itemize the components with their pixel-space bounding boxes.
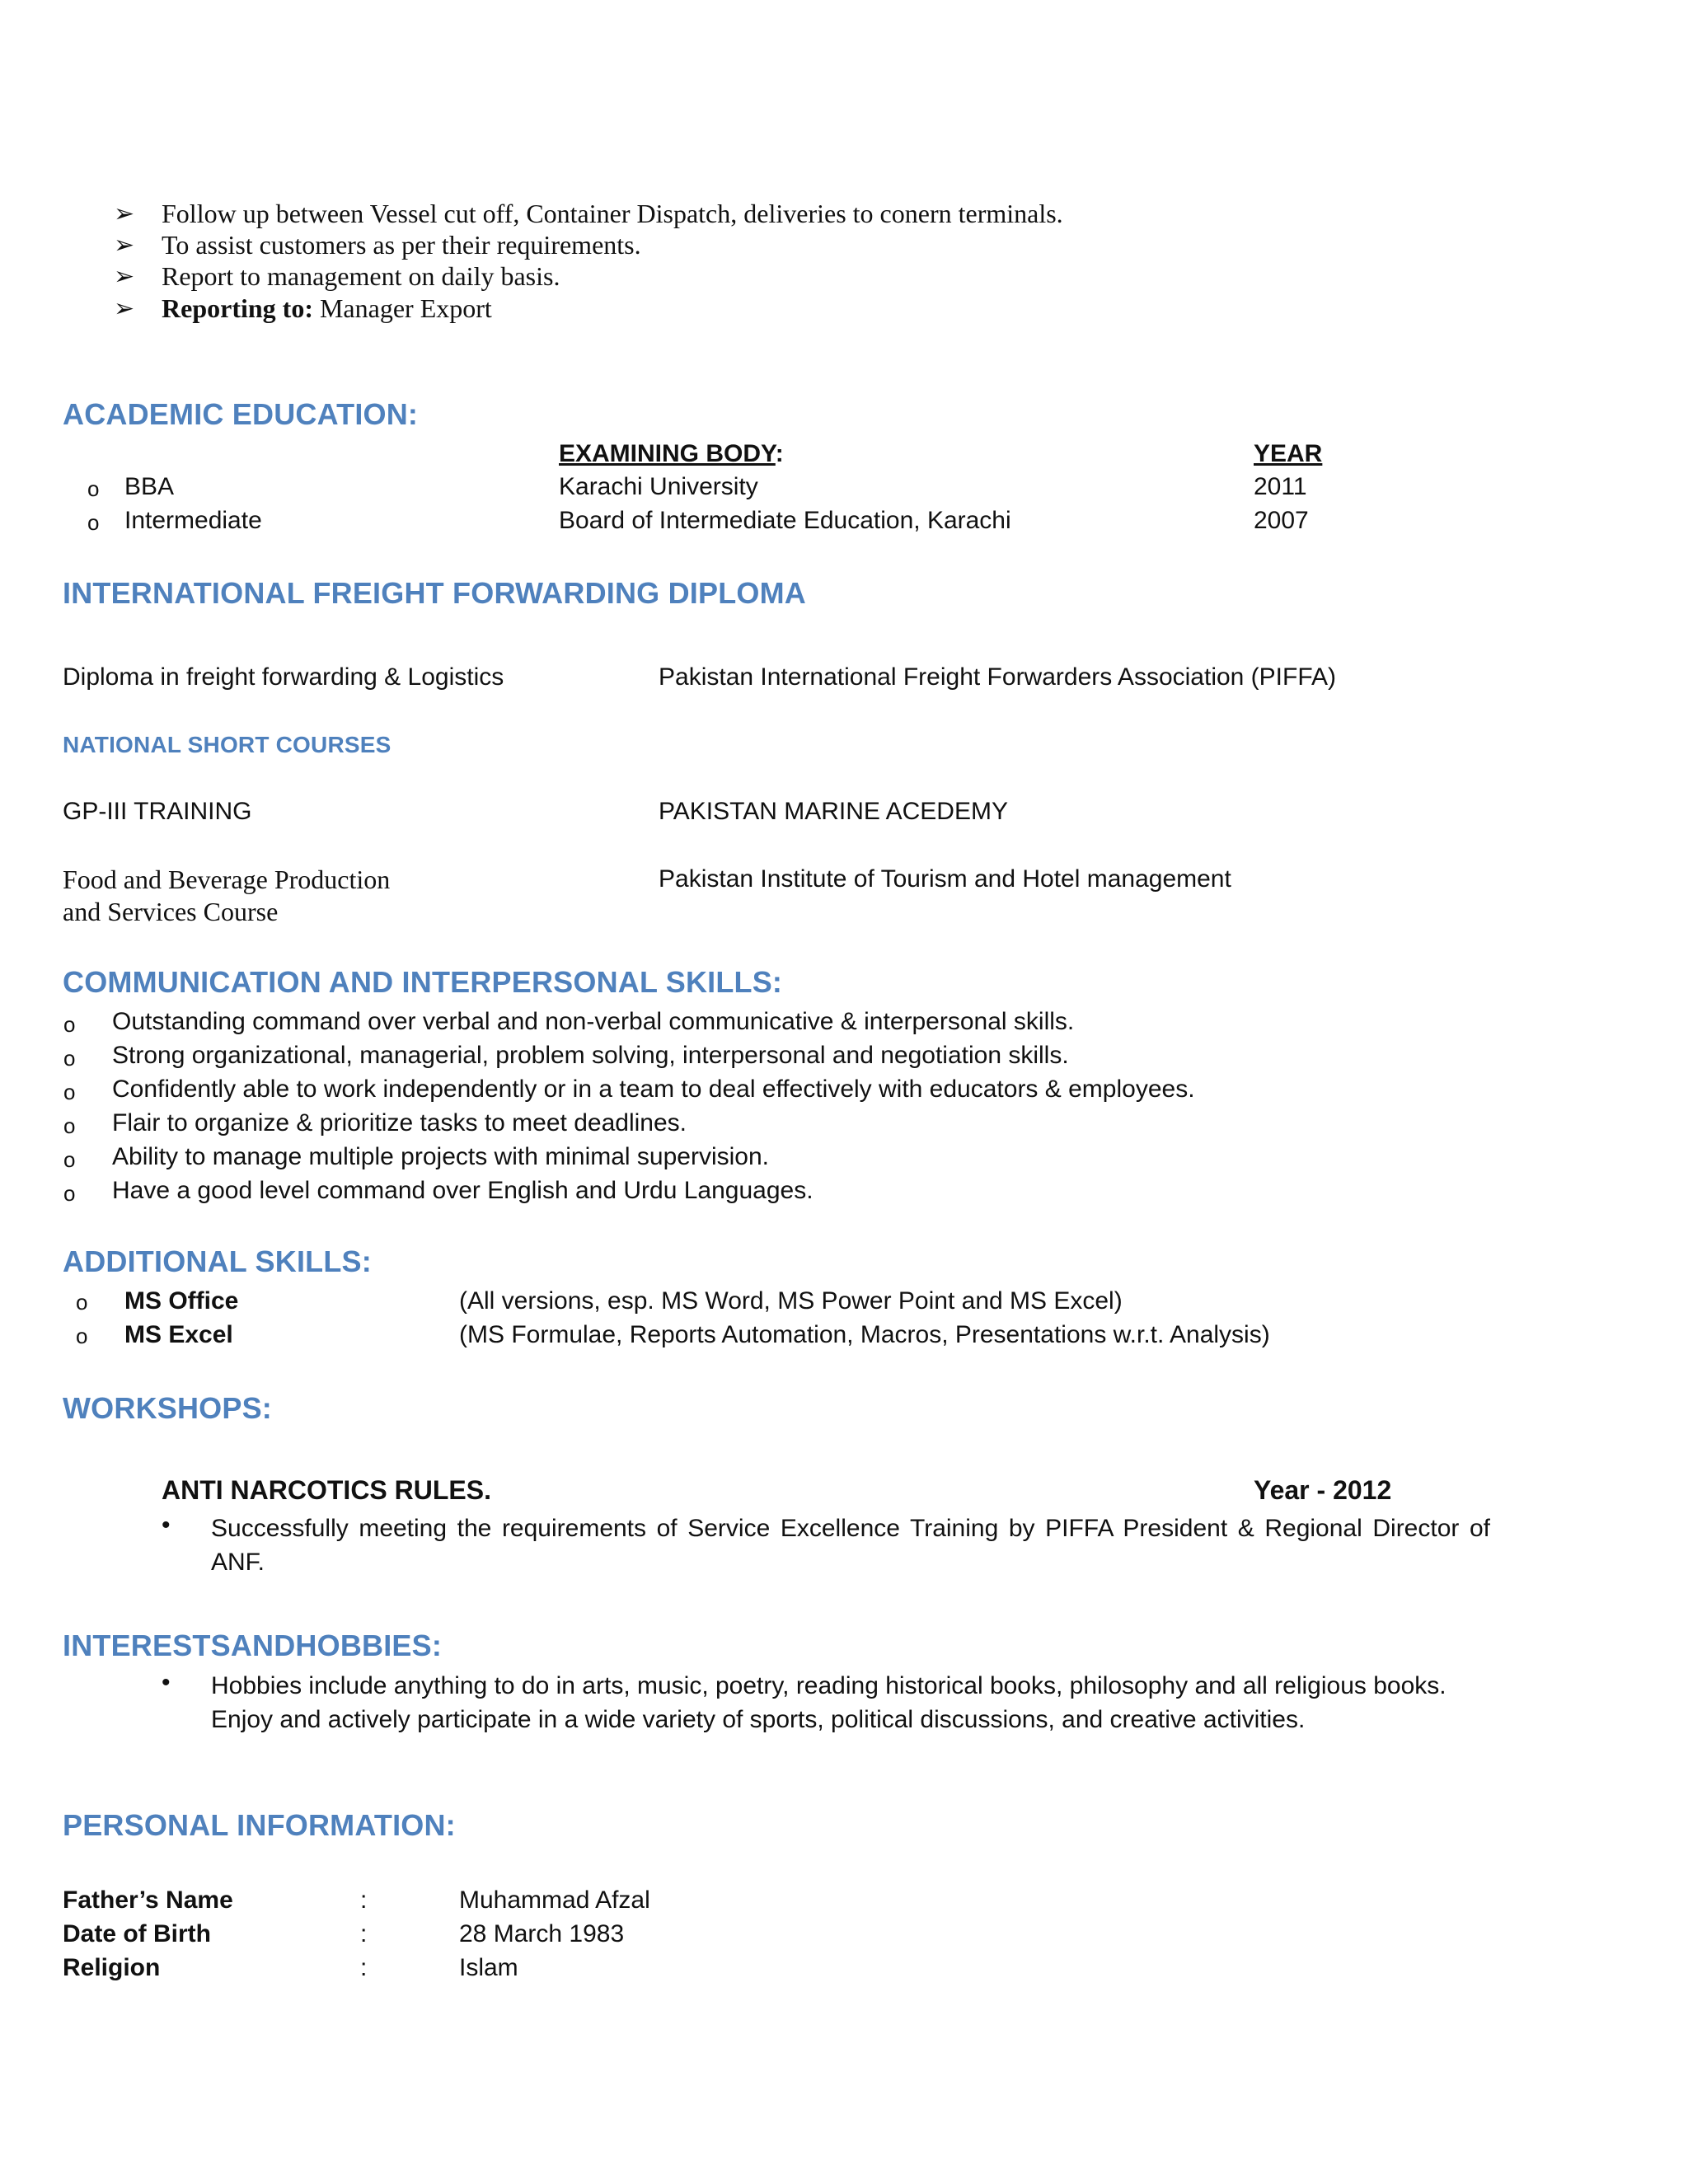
circle-bullet-icon: o: [76, 1324, 88, 1348]
diploma-name: Diploma in freight forwarding & Logistics: [63, 663, 504, 691]
circle-bullet-icon: o: [63, 1012, 76, 1037]
degree-year: 2007: [1254, 507, 1309, 534]
personal-label: Date of Birth: [63, 1920, 211, 1947]
course-name-continued: and Services Course: [63, 897, 279, 926]
skill-name: MS Office: [124, 1287, 239, 1315]
course-name: Food and Beverage Production: [63, 865, 391, 894]
dot-bullet-icon: •: [162, 1511, 171, 1539]
arrow-bullet-icon: ➢: [114, 200, 135, 227]
degree-name: BBA: [124, 473, 175, 500]
course-name: GP-III TRAINING: [63, 798, 252, 825]
workshop-year: Year - 2012: [1254, 1475, 1392, 1505]
arrow-bullet-icon: ➢: [114, 232, 135, 259]
diploma-institute: Pakistan International Freight Forwarders Association (PIFFA): [659, 663, 1337, 691]
examining-body: Karachi University: [559, 473, 758, 500]
workshops-heading: WORKSHOPS:: [63, 1391, 272, 1425]
academic-heading: ACADEMIC EDUCATION:: [63, 397, 419, 431]
list-item: Ability to manage multiple projects with minimal supervision.: [112, 1143, 769, 1170]
list-item: Outstanding command over verbal and non-verbal communicative & interpersonal skills.: [112, 1008, 1075, 1035]
circle-bullet-icon: o: [76, 1290, 88, 1315]
personal-label: Father’s Name: [63, 1886, 233, 1914]
dot-bullet-icon: •: [162, 1669, 171, 1696]
personal-value: 28 March 1983: [459, 1920, 625, 1947]
skill-name: MS Excel: [124, 1321, 233, 1348]
year-header: YEAR: [1254, 440, 1323, 467]
degree-name: Intermediate: [124, 507, 262, 534]
reporting-value: Manager Export: [312, 293, 492, 323]
list-item: Strong organizational, managerial, problem solving, interpersonal and negotiation skills.: [112, 1042, 1069, 1069]
personal-value: Muhammad Afzal: [459, 1886, 650, 1914]
degree-year: 2011: [1254, 473, 1307, 500]
circle-bullet-icon: o: [63, 1181, 76, 1206]
examining-body-header: EXAMINING BODY:: [559, 440, 784, 467]
diploma-heading: INTERNATIONAL FREIGHT FORWARDING DIPLOMA: [63, 576, 806, 610]
skill-detail: (MS Formulae, Reports Automation, Macros, Presentations w.r.t. Analysis): [459, 1321, 1270, 1348]
arrow-bullet-icon: ➢: [114, 263, 135, 290]
list-item: Confidently able to work independently or in a team to deal effectively with educators & employees.: [112, 1076, 1195, 1103]
reporting-label: Reporting to:: [162, 293, 313, 323]
duty-item: Follow up between Vessel cut off, Container Dispatch, deliveries to conern terminals.: [162, 199, 1063, 228]
interests-description: Hobbies include anything to do in arts, music, poetry, reading historical books, philosophy and all religious books. Enjoy and actively participate in a wide variety of sports, political discussions, and creative activities.: [211, 1672, 1447, 1733]
list-item: Flair to organize & prioritize tasks to meet deadlines.: [112, 1109, 687, 1137]
personal-separator: :: [360, 1954, 368, 1981]
personal-value: Islam: [459, 1954, 518, 1981]
course-institute: PAKISTAN MARINE ACEDEMY: [659, 798, 1008, 825]
interests-heading: INTERESTSANDHOBBIES:: [63, 1629, 443, 1662]
personal-separator: :: [360, 1886, 368, 1914]
skill-detail: (All versions, esp. MS Word, MS Power Point and MS Excel): [459, 1287, 1123, 1315]
circle-bullet-icon: o: [87, 510, 100, 535]
examining-body: Board of Intermediate Education, Karachi: [559, 507, 1011, 534]
circle-bullet-icon: o: [63, 1113, 76, 1138]
additional-skills-heading: ADDITIONAL SKILLS:: [63, 1244, 372, 1278]
list-item: Have a good level command over English and Urdu Languages.: [112, 1177, 814, 1204]
circle-bullet-icon: o: [63, 1080, 76, 1104]
duty-item: Report to management on daily basis.: [162, 261, 560, 291]
workshop-title: ANTI NARCOTICS RULES.: [162, 1475, 491, 1505]
personal-separator: :: [360, 1920, 368, 1947]
arrow-bullet-icon: ➢: [114, 295, 135, 322]
circle-bullet-icon: o: [63, 1046, 76, 1071]
communication-heading: COMMUNICATION AND INTERPERSONAL SKILLS:: [63, 965, 783, 999]
short-courses-heading: NATIONAL SHORT COURSES: [63, 732, 392, 757]
course-institute: Pakistan Institute of Tourism and Hotel management: [659, 865, 1231, 893]
circle-bullet-icon: o: [63, 1147, 76, 1172]
personal-heading: PERSONAL INFORMATION:: [63, 1808, 456, 1842]
duty-item: [162, 293, 492, 324]
personal-label: Religion: [63, 1954, 161, 1981]
duty-item: To assist customers as per their requirements.: [162, 230, 641, 260]
workshop-description: Successfully meeting the requirements of Service Excellence Training by PIFFA President & Regional Director of ANF.: [211, 1515, 1490, 1576]
circle-bullet-icon: o: [87, 476, 100, 501]
